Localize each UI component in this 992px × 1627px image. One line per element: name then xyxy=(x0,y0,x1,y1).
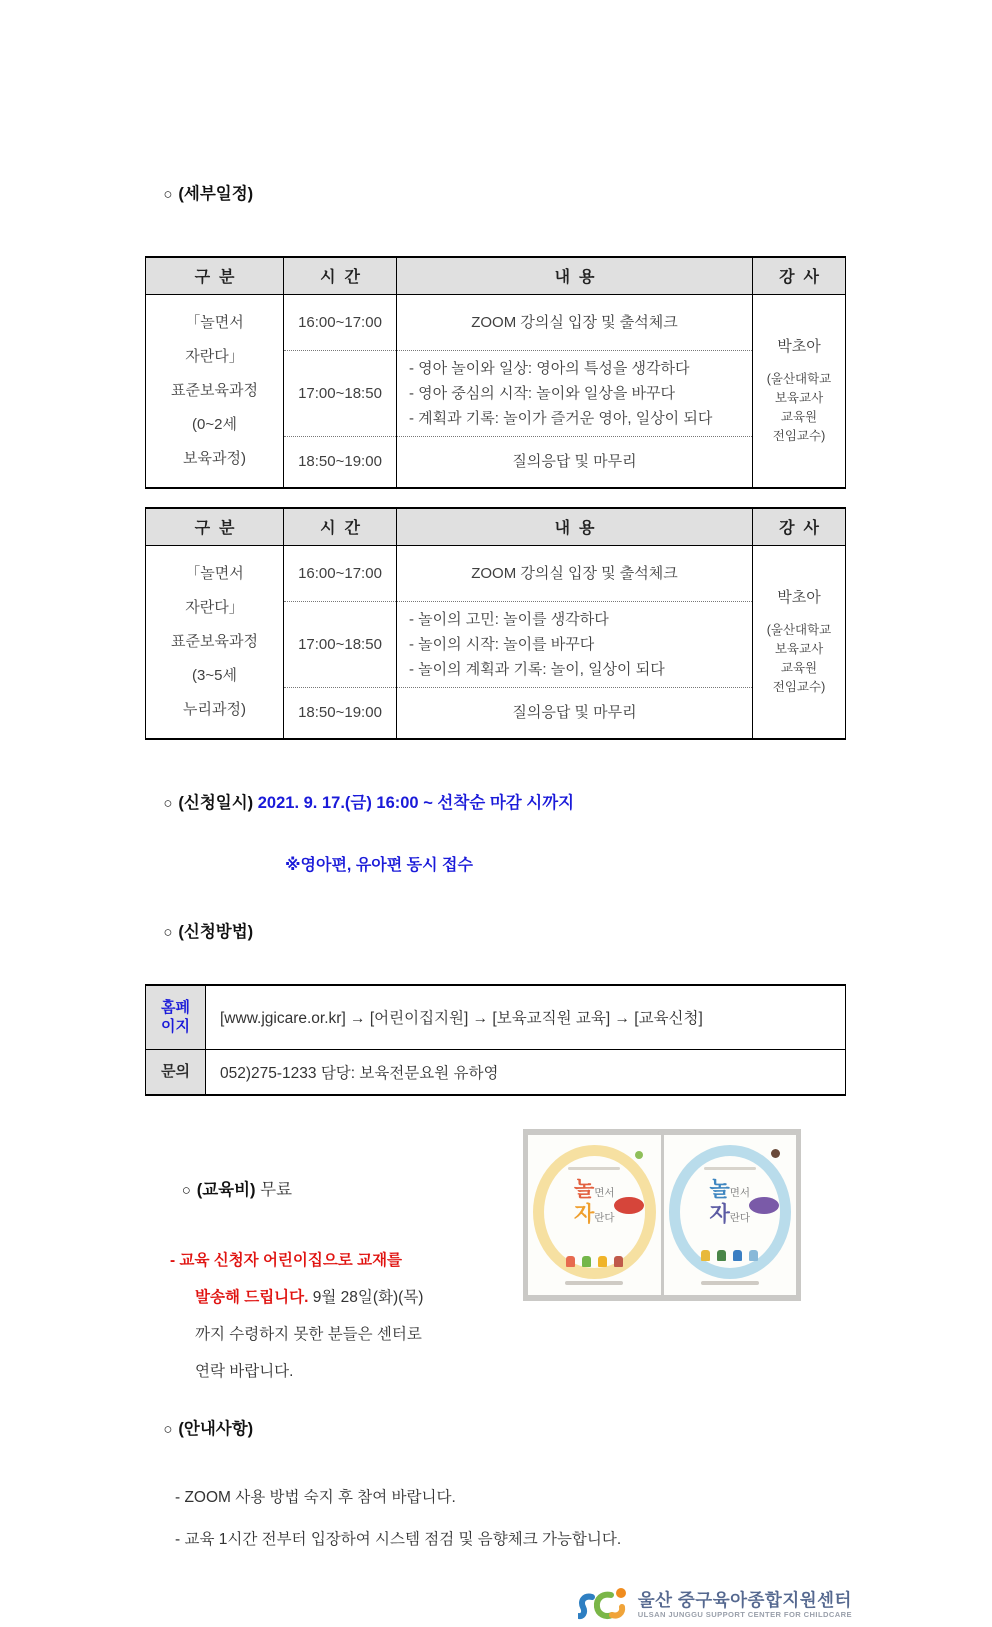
cover-title-sub: 란다 xyxy=(594,1212,615,1224)
content-cell xyxy=(397,545,753,601)
affiliation-line: (울산대학교 xyxy=(766,372,832,387)
label-line: 이지 xyxy=(161,1018,190,1036)
fee-detail-lines xyxy=(170,1242,523,1390)
apply-time-note: ※영아편, 유아편 동시 접수 xyxy=(285,857,473,874)
category-line: 자란다」 xyxy=(185,598,244,616)
schedule-table-infant xyxy=(145,256,846,489)
cover-title-main: 놀 xyxy=(709,1178,730,1201)
cover-logo-bar xyxy=(565,1281,623,1285)
fee-line-1: - 교육 신청자 어린이집으로 교재를 xyxy=(170,1252,403,1269)
col-header-content: 내 용 xyxy=(397,257,753,294)
cover-badge xyxy=(614,1197,644,1214)
center-logo-icon xyxy=(578,1583,630,1627)
org-name-english: ULSAN JUNGGU SUPPORT CENTER FOR CHILDCARE xyxy=(637,1610,852,1619)
time-cell: 17:00~18:50 xyxy=(284,350,397,436)
cover-children-illustration xyxy=(664,1250,797,1261)
label-line: 문의 xyxy=(161,1063,190,1081)
circle-bullet: ○ xyxy=(163,795,173,812)
fee-line-4: 연락 바랍니다. xyxy=(195,1363,294,1380)
category-line: 자란다」 xyxy=(185,347,244,365)
instructor-name: 박초아 xyxy=(777,589,821,607)
col-header-content: 내 용 xyxy=(397,508,753,545)
col-header-time: 시 간 xyxy=(284,257,397,294)
time-cell: 16:00~17:00 xyxy=(284,294,397,350)
fee-line-2-red: 발송해 드립니다. xyxy=(195,1289,309,1306)
apply-time-value: 2021. 9. 17.(금) 16:00 ~ 선착순 마감 시까지 xyxy=(253,794,575,812)
table-row xyxy=(146,545,846,601)
category-line: 표준보육과정 xyxy=(171,381,258,399)
fee-value: 무료 xyxy=(255,1181,293,1199)
section-title-fee: (교육비) xyxy=(196,1181,256,1199)
circle-bullet: ○ xyxy=(163,186,173,203)
col-header-instructor: 강 사 xyxy=(753,508,846,545)
section-heading-apply-time xyxy=(145,764,992,843)
instructor-affiliation xyxy=(753,370,845,446)
content-cell xyxy=(397,436,753,488)
time-cell: 18:50~19:00 xyxy=(284,436,397,488)
content-line: 질의응답 및 마무리 xyxy=(512,704,637,722)
col-header-category: 구 분 xyxy=(146,257,284,294)
category-line: 누리과정) xyxy=(183,700,246,718)
category-line: (0~2세 xyxy=(192,415,237,433)
content-line: 질의응답 및 마무리 xyxy=(512,453,637,471)
cover-children-illustration xyxy=(528,1256,661,1267)
schedule-table-toddler xyxy=(145,507,846,740)
cover-title-sub: 면서 xyxy=(729,1187,751,1199)
cover-logo-bar xyxy=(701,1281,759,1285)
affiliation-line: 보육교사 xyxy=(774,642,824,657)
affiliation-line: 전임교수) xyxy=(772,680,826,695)
instructor-affiliation xyxy=(753,621,845,697)
affiliation-line: 보육교사 xyxy=(774,391,824,406)
time-cell: 16:00~17:00 xyxy=(284,545,397,601)
content-cell xyxy=(397,687,753,739)
content-line: - 영아 놀이와 일상: 영아의 특성을 생각하다 xyxy=(409,359,690,377)
col-header-time: 시 간 xyxy=(284,508,397,545)
content-cell xyxy=(397,294,753,350)
cover-title-sub: 란다 xyxy=(729,1212,751,1224)
section-heading-notice xyxy=(145,1390,992,1469)
content-cell xyxy=(397,601,753,687)
homepage-path-value: [www.jgicare.or.kr] → [어린이집지원] → [보육교직원 교육] → [교육신청] xyxy=(206,985,846,1049)
time-cell: 17:00~18:50 xyxy=(284,601,397,687)
cover-illustration xyxy=(635,1151,643,1159)
section-title-schedule: (세부일정) xyxy=(178,185,254,203)
cover-caption-bar xyxy=(704,1167,756,1170)
fee-line-2-black: 9월 28일(화)(목) xyxy=(308,1289,424,1306)
section-title-notice: (안내사항) xyxy=(178,1420,254,1438)
table-row xyxy=(146,294,846,350)
org-name-korean: 울산 중구육아종합지원센터 xyxy=(637,1590,852,1610)
col-header-category: 구 분 xyxy=(146,508,284,545)
table-header-row xyxy=(146,257,846,294)
category-cell xyxy=(146,545,284,739)
content-cell xyxy=(397,350,753,436)
category-line: 표준보육과정 xyxy=(171,632,258,650)
category-cell xyxy=(146,294,284,488)
circle-bullet: ○ xyxy=(163,924,173,941)
content-line: - 놀이의 고민: 놀이를 생각하다 xyxy=(409,610,609,628)
fee-text-column xyxy=(145,1129,523,1390)
instructor-cell xyxy=(753,294,846,488)
content-line: - 영아 중심의 시작: 놀이와 일상을 바꾸다 xyxy=(409,384,676,402)
label-line: 홈페 xyxy=(161,999,190,1017)
cover-title-main: 자 xyxy=(573,1203,595,1226)
notice-item: - ZOOM 사용 방법 숙지 후 참여 바랍니다. xyxy=(175,1489,456,1506)
instructor-name: 박초아 xyxy=(777,338,821,356)
cover-title-main: 자 xyxy=(709,1203,730,1226)
contact-label-cell xyxy=(146,1049,206,1095)
section-title-apply-time: (신청일시) xyxy=(178,794,254,812)
affiliation-line: 전임교수) xyxy=(772,429,826,444)
affiliation-line: 교육원 xyxy=(780,661,818,676)
footer-org-text xyxy=(638,1590,852,1620)
section-title-apply-method: (신청방법) xyxy=(178,923,254,941)
apply-method-table xyxy=(145,984,846,1096)
cover-badge xyxy=(749,1197,779,1214)
section-heading-fee xyxy=(145,1151,523,1230)
col-header-instructor: 강 사 xyxy=(753,257,846,294)
cover-illustration xyxy=(771,1149,780,1158)
textbook-covers-photo xyxy=(523,1129,801,1301)
section-heading-apply-method xyxy=(145,893,992,972)
cover-title-main: 놀 xyxy=(573,1178,595,1201)
content-line: ZOOM 강의실 입장 및 출석체크 xyxy=(471,564,678,582)
table-row-homepage xyxy=(146,985,846,1049)
contact-value: 052)275-1233 담당: 보육전문요원 유하영 xyxy=(206,1049,846,1095)
category-line: 「놀면서 xyxy=(185,313,244,331)
content-line: ZOOM 강의실 입장 및 출석체크 xyxy=(471,313,678,331)
category-line: (3~5세 xyxy=(192,666,237,684)
affiliation-line: 교육원 xyxy=(780,410,818,425)
section-heading-schedule xyxy=(145,0,992,234)
table-row-contact xyxy=(146,1049,846,1095)
cover-title-sub: 면서 xyxy=(594,1187,615,1199)
category-line: 보육과정) xyxy=(183,449,246,467)
content-line: - 놀이의 시작: 놀이를 바꾸다 xyxy=(409,635,595,653)
homepage-label-cell xyxy=(146,985,206,1049)
content-line: - 계획과 기록: 놀이가 즐거운 영아, 일상이 되다 xyxy=(409,409,713,427)
fee-line-3: 까지 수령하지 못한 분들은 센터로 xyxy=(195,1326,422,1343)
circle-bullet: ○ xyxy=(163,1421,173,1438)
circle-bullet: ○ xyxy=(181,1182,191,1199)
fee-line-2 xyxy=(195,1279,523,1316)
fee-section xyxy=(145,1129,992,1390)
time-cell: 18:50~19:00 xyxy=(284,687,397,739)
category-line: 「놀면서 xyxy=(185,564,244,582)
content-line: - 놀이의 계획과 기록: 놀이, 일상이 되다 xyxy=(409,660,665,678)
textbook-cover-toddler xyxy=(664,1135,797,1295)
notice-item: - 교육 1시간 전부터 입장하여 시스템 점검 및 음향체크 가능합니다. xyxy=(175,1531,622,1548)
textbook-cover-infant xyxy=(528,1135,661,1295)
instructor-cell xyxy=(753,545,846,739)
table-header-row xyxy=(146,508,846,545)
cover-caption-bar xyxy=(568,1167,620,1170)
affiliation-line: (울산대학교 xyxy=(766,623,832,638)
footer xyxy=(0,1583,852,1627)
